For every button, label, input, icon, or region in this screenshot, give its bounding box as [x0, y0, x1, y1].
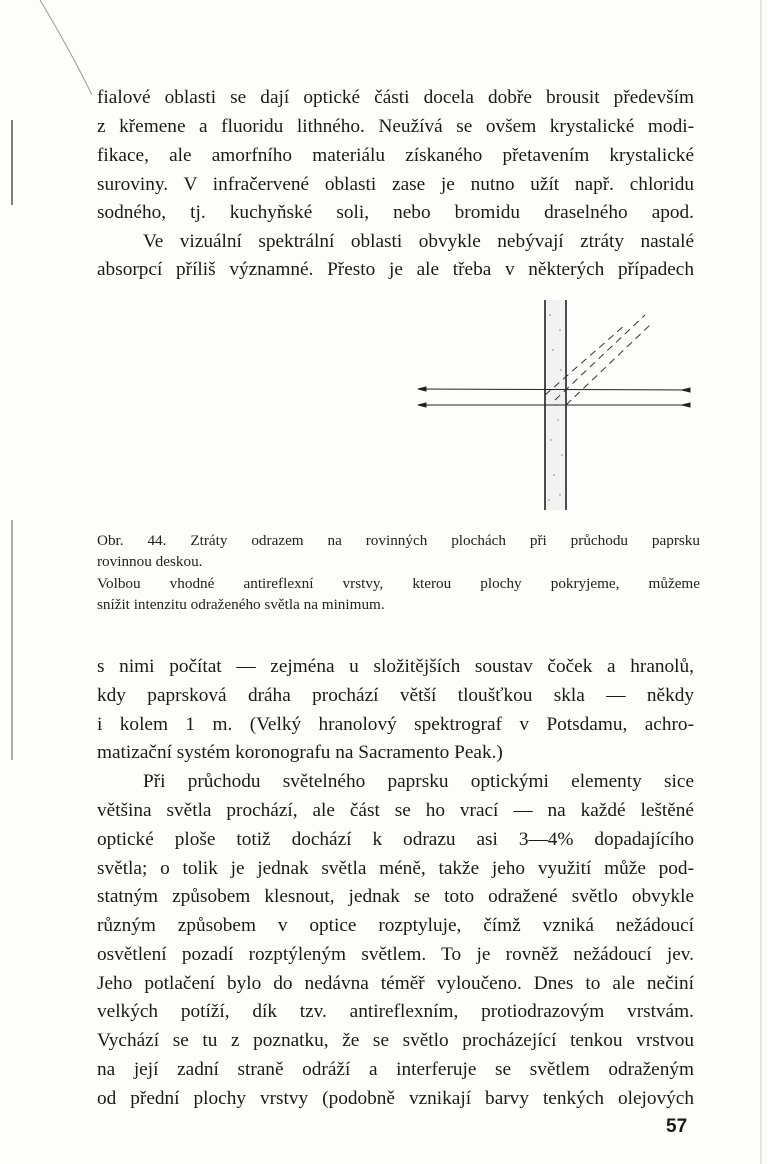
text-line: suroviny. V infračervené oblasti zase je nutno užít např. chloridu [97, 174, 694, 195]
figure-plate-reflection-diagram [410, 295, 700, 515]
text-line: Ve vizuální spektrální oblasti obvykle nebývají ztráty nastalé [143, 231, 694, 252]
text-line: s nimi počítat — zejména u složitějších soustav čoček a hranolů, [97, 656, 694, 677]
caption-line: snížit intenzitu odraženého světla na minimum. [97, 596, 385, 613]
text-line: většina světla prochází, ale část se ho vrací — na každé leštěné [97, 800, 694, 821]
page-number: 57 [666, 1116, 688, 1137]
text-line: Jeho potlačení bylo do nedávna téměř vyloučeno. Dnes to ale nečiní [97, 973, 694, 994]
text-line: absorpcí příliš významné. Přesto je ale třeba v některých případech [97, 259, 694, 280]
text-line: optické ploše totiž dochází k odrazu asi 3—4% dopadajícího [97, 829, 694, 850]
caption-line: rovinnou deskou. [97, 553, 203, 570]
text-line: velkých potíží, dík tzv. antireflexním, protiodrazovým vrstvám. [97, 1001, 694, 1022]
text-line: fialové oblasti se dají optické části docela dobře brousit především [97, 87, 694, 108]
text-line: na její zadní straně odráží a interferuje se světlem odraženým [97, 1059, 694, 1080]
text-line: statným způsobem klesnout, jednak se toto odražené světlo obvykle [97, 886, 694, 907]
text-line: kdy paprsková dráha prochází větší tloušťkou skla — někdy [97, 685, 694, 706]
text-line: Při průchodu světelného paprsku optickými elementy sice [143, 771, 694, 792]
text-line: různým způsobem v optice rozptyluje, čímž vzniká nežádoucí [97, 915, 694, 936]
text-line: osvětlení pozadí rozptýleným světlem. To je rovněž nežádoucí jev. [97, 944, 694, 965]
text-line: světla; o tolik je jednak světla méně, takže jeho využití může pod- [97, 858, 694, 879]
text-line: od přední plochy vrstvy (podobně vznikají barvy tenkých olejových [97, 1088, 694, 1109]
text-line: i kolem 1 m. (Velký hranolový spektrograf v Potsdamu, achro- [97, 714, 694, 735]
caption-line: Volbou vhodné antireflexní vrstvy, kterou plochy pokryjeme, můžeme [97, 575, 700, 592]
caption-line: Obr. 44. Ztráty odrazem na rovinných plochách při průchodu paprsku [97, 532, 700, 549]
text-line: Vychází se tu z poznatku, že se světlo procházející tenkou vrstvou [97, 1030, 694, 1051]
text-line: fikace, ale amorfního materiálu získaného přetavením krystalické [97, 145, 694, 166]
text-line: z křemene a fluoridu lithného. Neužívá se ovšem krystalické modi- [97, 116, 694, 137]
text-line: sodného, tj. kuchyňské soli, nebo bromidu draselného apod. [97, 202, 694, 223]
text-line: matizační systém koronografu na Sacramento Peak.) [97, 742, 503, 763]
